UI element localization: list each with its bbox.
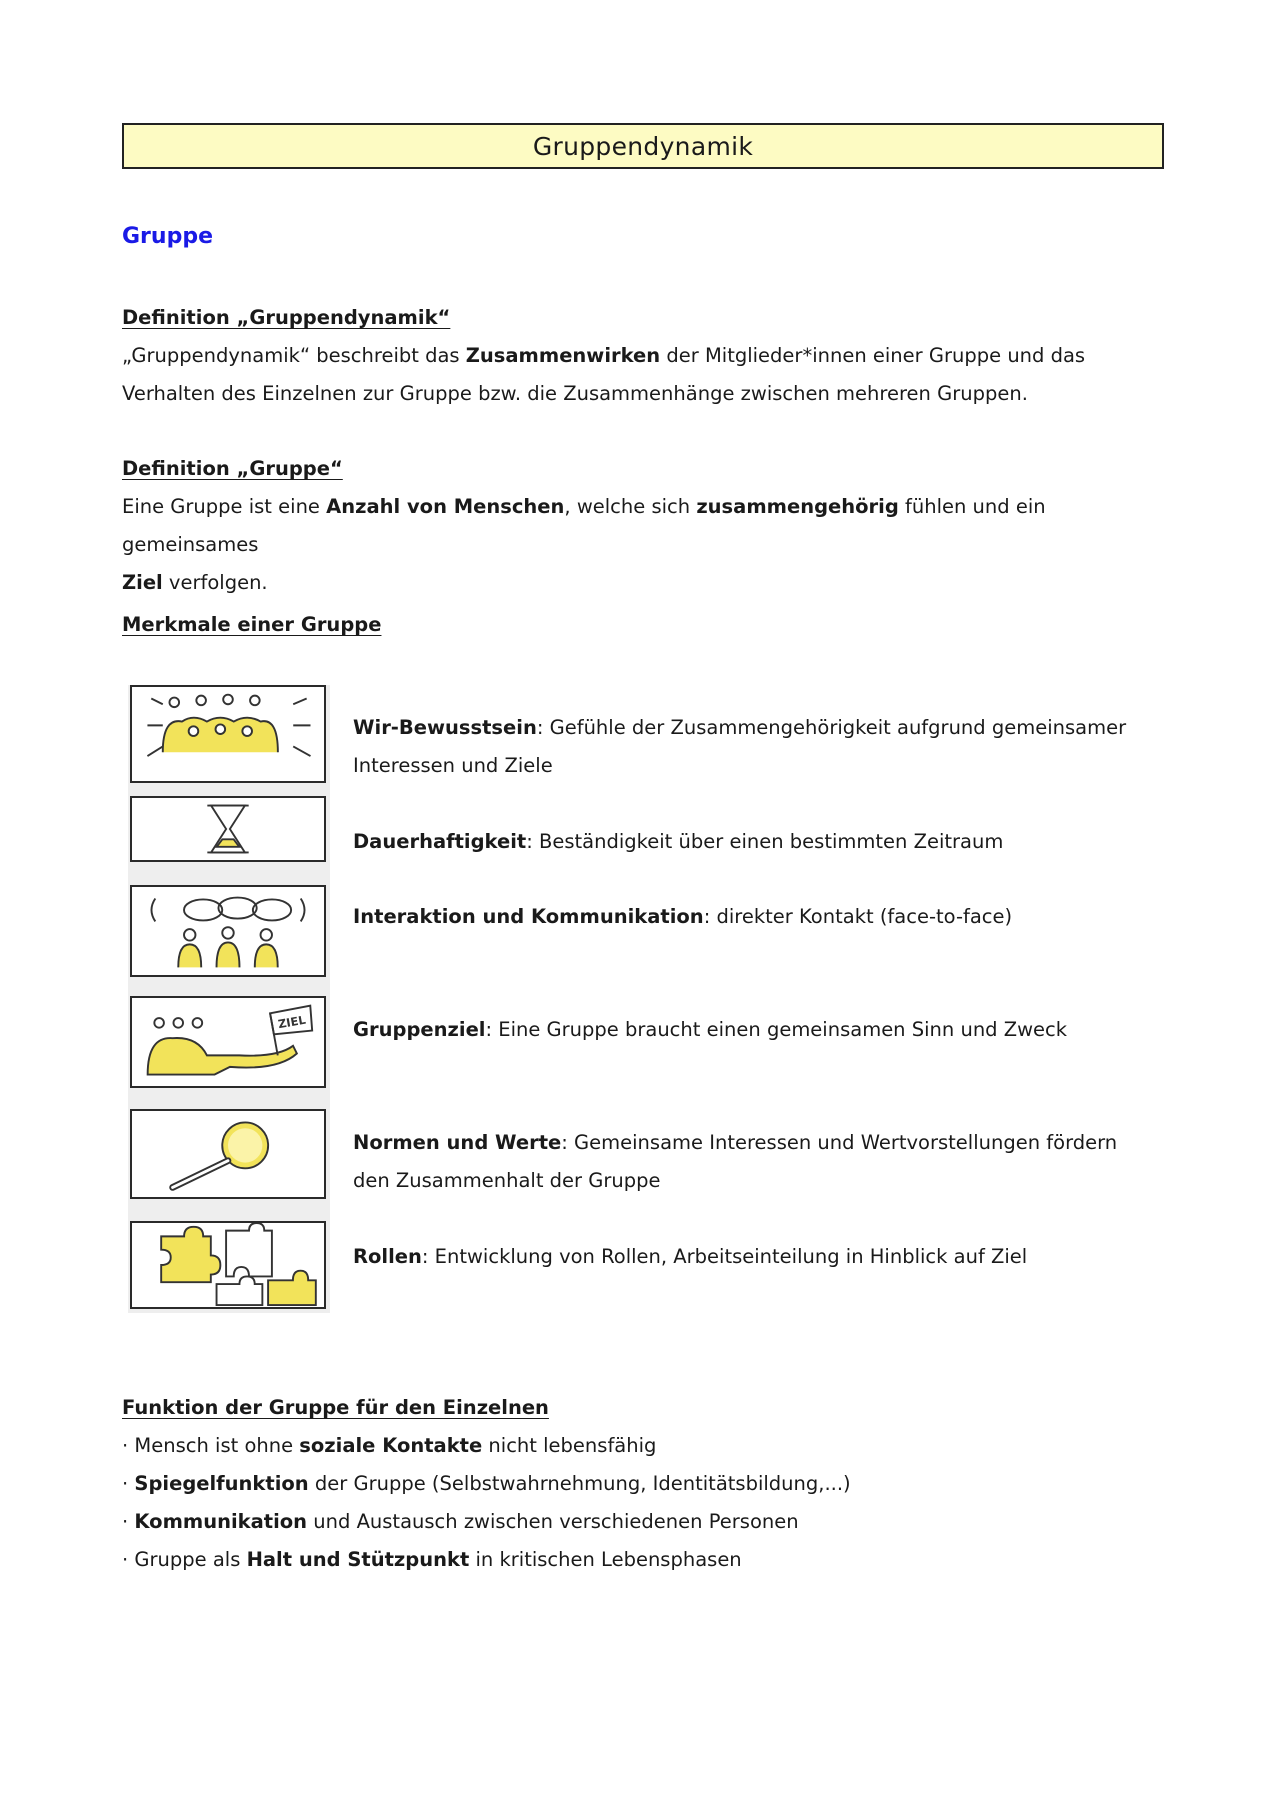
feature-line-1 (353, 823, 1153, 861)
definition-group-heading: Definition „Gruppe“ (122, 457, 343, 480)
definition-dynamics-line-1 (122, 337, 1182, 375)
feature-item-interaktion (353, 898, 1153, 936)
text-span: Mensch ist ohne (134, 1434, 300, 1457)
bold-term: soziale Kontakte (299, 1434, 483, 1457)
feature-line-1 (353, 1011, 1153, 1049)
puzzle-pieces-icon (130, 1221, 326, 1309)
definition-group (122, 450, 1182, 602)
feature-desc: : Entwicklung von Rollen, Arbeitseinteilung in Hinblick auf Ziel (421, 1245, 1028, 1268)
features-heading: Merkmale einer Gruppe (122, 613, 382, 636)
magnifier-icon (130, 1109, 326, 1199)
feature-term: Rollen (353, 1245, 422, 1268)
feature-desc: : direkter Kontakt (face-to-face) (703, 905, 1013, 928)
definition-dynamics-heading: Definition „Gruppendynamik“ (122, 306, 451, 329)
feature-line-2: den Zusammenhalt der Gruppe (353, 1169, 661, 1192)
function-list (122, 1427, 1182, 1579)
text-span: , welche sich (564, 495, 697, 518)
bold-term: Anzahl von Menschen (326, 495, 565, 518)
page-title-box (122, 123, 1164, 169)
group-people-icon (130, 685, 326, 783)
text-span: und Austausch zwischen verschiedenen Personen (307, 1510, 799, 1533)
bold-term: Kommunikation (134, 1510, 308, 1533)
definition-dynamics-line-2: Verhalten des Einzelnen zur Gruppe bzw. die Zusammenhänge zwischen mehreren Gruppen. (122, 382, 1028, 405)
text-span: nicht lebensfähig (482, 1434, 657, 1457)
definition-group-line-2 (122, 564, 1182, 602)
feature-term: Interaktion und Kommunikation (353, 905, 704, 928)
feature-item-normen-werte (353, 1124, 1153, 1200)
feature-line-1 (353, 1238, 1153, 1276)
page-title: Gruppendynamik (532, 131, 754, 161)
section-title: Gruppe (122, 224, 213, 249)
feature-line-2: Interessen und Ziele (353, 754, 553, 777)
bold-term: Spiegelfunktion (134, 1472, 309, 1495)
list-item (122, 1503, 1182, 1541)
feature-desc: : Beständigkeit über einen bestimmten Zeitraum (526, 830, 1004, 853)
feature-term: Gruppenziel (353, 1018, 486, 1041)
text-span: verfolgen. (162, 571, 268, 594)
list-item (122, 1541, 1182, 1579)
text-span: der Gruppe (Selbstwahrnehmung, Identitätsbildung,...) (308, 1472, 851, 1495)
definition-group-line-1 (122, 488, 1182, 564)
bold-term: Zusammenwirken (465, 344, 661, 367)
text-span: in kritischen Lebensphasen (469, 1548, 742, 1571)
bold-term: zusammengehörig (696, 495, 899, 518)
feature-item-rollen (353, 1238, 1153, 1276)
feature-desc: : Gefühle der Zusammengehörigkeit aufgrund gemeinsamer (536, 716, 1127, 739)
text-span: Gruppe als (134, 1548, 247, 1571)
list-item (122, 1465, 1182, 1503)
feature-item-wir-bewusstsein (353, 709, 1153, 785)
function-heading: Funktion der Gruppe für den Einzelnen (122, 1396, 549, 1419)
feature-line-1 (353, 709, 1153, 747)
feature-desc: : Gemeinsame Interessen und Wertvorstellungen fördern (561, 1131, 1118, 1154)
feature-item-dauerhaftigkeit (353, 823, 1153, 861)
feature-term: Normen und Werte (353, 1131, 562, 1154)
feature-term: Dauerhaftigkeit (353, 830, 527, 853)
text-span: Eine Gruppe ist eine (122, 495, 327, 518)
goal-flag-label: ZIEL (276, 1012, 307, 1032)
bold-term: Halt und Stützpunkt (246, 1548, 470, 1571)
definition-dynamics (122, 299, 1182, 413)
hourglass-icon (130, 796, 326, 862)
feature-term: Wir-Bewusstsein (353, 716, 537, 739)
feature-icon-strip (128, 685, 330, 1313)
bold-term: Ziel (122, 571, 163, 594)
function-section (122, 1389, 1182, 1579)
list-item (122, 1427, 1182, 1465)
feature-desc: : Eine Gruppe braucht einen gemeinsamen Sinn und Zweck (485, 1018, 1068, 1041)
text-span: „Gruppendynamik“ beschreibt das (122, 344, 466, 367)
goal-flag-icon (130, 996, 326, 1088)
feature-item-gruppenziel (353, 1011, 1153, 1049)
speech-bubbles-icon (130, 885, 326, 977)
text-span: fühlen und ein gemeinsames (122, 495, 1046, 556)
text-span: der Mitglieder*innen einer Gruppe und das (660, 344, 1086, 367)
feature-line-1 (353, 1124, 1153, 1162)
feature-line-1 (353, 898, 1153, 936)
